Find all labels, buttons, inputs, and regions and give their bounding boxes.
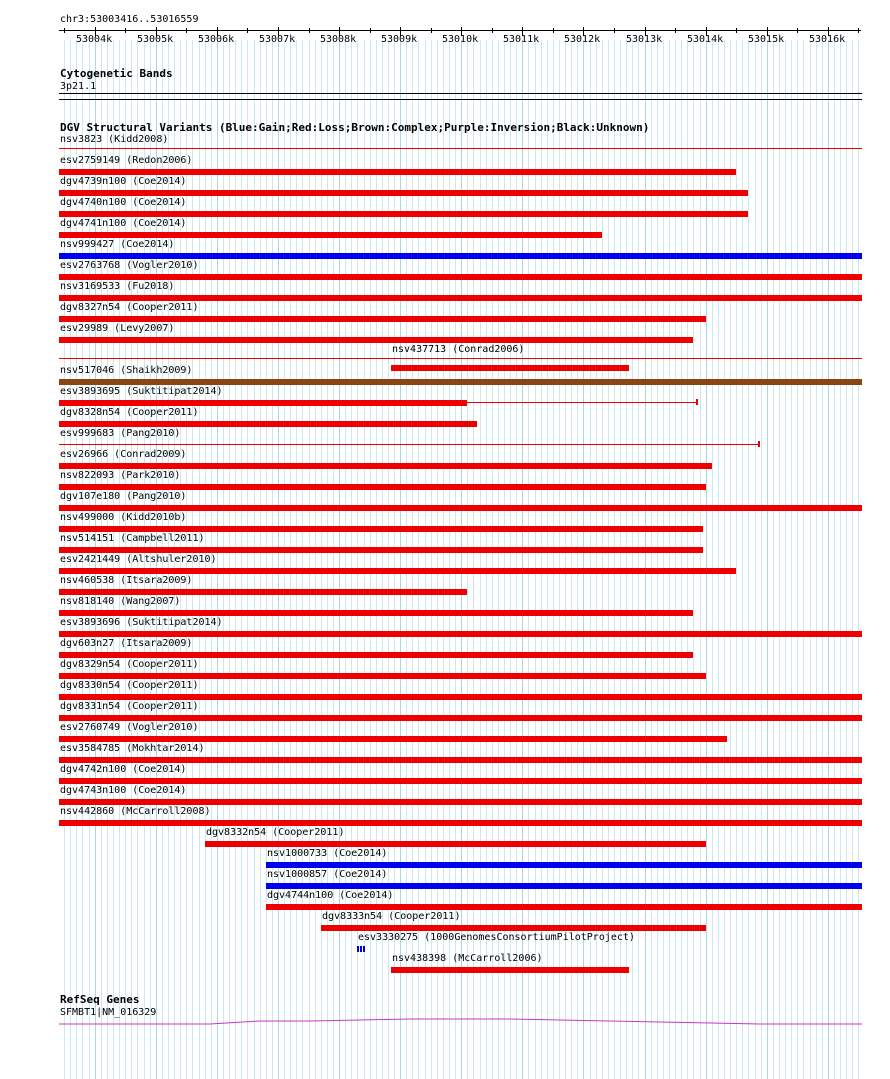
dgv-feature-endcap[interactable] — [696, 399, 698, 405]
dgv-feature-label[interactable]: esv26966 (Conrad2009) — [60, 449, 187, 460]
dgv-feature-bar[interactable] — [321, 925, 706, 931]
ruler-minor-tick — [858, 28, 859, 33]
dgv-feature-label[interactable]: dgv4741n100 (Coe2014) — [60, 218, 187, 229]
ruler-minor-tick — [736, 28, 737, 33]
dgv-feature-bar[interactable] — [59, 274, 862, 280]
dgv-feature-label[interactable]: dgv8327n54 (Cooper2011) — [60, 302, 199, 313]
dgv-feature-label[interactable]: dgv4740n100 (Coe2014) — [60, 197, 187, 208]
dgv-feature-label[interactable]: dgv4743n100 (Coe2014) — [60, 785, 187, 796]
dgv-feature-label[interactable]: dgv107e180 (Pang2010) — [60, 491, 187, 502]
dgv-feature-bar[interactable] — [391, 365, 629, 371]
dgv-feature-bar[interactable] — [266, 904, 862, 910]
dgv-feature-label[interactable]: dgv8330n54 (Cooper2011) — [60, 680, 199, 691]
cytoband-label[interactable]: 3p21.1 — [60, 81, 97, 92]
dgv-feature-label[interactable]: esv999683 (Pang2010) — [60, 428, 181, 439]
dgv-feature-bar[interactable] — [59, 547, 703, 553]
ruler-minor-tick — [675, 28, 676, 33]
dgv-feature-label[interactable]: esv3893695 (Suktitipat2014) — [60, 386, 223, 397]
ruler-tick-label: 53007k — [259, 34, 296, 45]
dgv-feature-bar[interactable] — [59, 736, 727, 742]
refseq-gene-model[interactable] — [0, 1012, 890, 1026]
dgv-feature-block[interactable] — [363, 946, 365, 952]
dgv-feature-line[interactable] — [59, 148, 862, 149]
dgv-feature-bar[interactable] — [59, 568, 736, 574]
ruler-minor-tick — [125, 28, 126, 33]
dgv-feature-label[interactable]: esv3330275 (1000GenomesConsortiumPilotProject) — [358, 932, 635, 943]
dgv-feature-label[interactable]: nsv999427 (Coe2014) — [60, 239, 175, 250]
dgv-feature-label[interactable]: nsv499000 (Kidd2010b) — [60, 512, 187, 523]
dgv-feature-bar[interactable] — [205, 841, 706, 847]
ruler-minor-tick — [309, 28, 310, 33]
dgv-feature-bar[interactable] — [391, 967, 629, 973]
dgv-feature-label[interactable]: dgv8332n54 (Cooper2011) — [206, 827, 345, 838]
ruler-minor-tick — [247, 28, 248, 33]
ruler-tick-label: 53009k — [381, 34, 418, 45]
dgv-feature-bar[interactable] — [59, 694, 862, 700]
ruler-tick-label: 53016k — [809, 34, 846, 45]
dgv-feature-bar[interactable] — [59, 673, 706, 679]
dgv-feature-bar[interactable] — [266, 883, 862, 889]
ruler-tick-label: 53010k — [442, 34, 479, 45]
dgv-feature-label[interactable]: dgv4744n100 (Coe2014) — [267, 890, 394, 901]
dgv-feature-label[interactable]: nsv438398 (McCarroll2006) — [392, 953, 543, 964]
dgv-feature-label[interactable]: esv3584785 (Mokhtar2014) — [60, 743, 205, 754]
dgv-feature-bar[interactable] — [59, 232, 602, 238]
dgv-feature-label[interactable]: nsv437713 (Conrad2006) — [392, 344, 525, 355]
ruler-minor-tick — [614, 28, 615, 33]
dgv-feature-bar[interactable] — [59, 463, 712, 469]
dgv-feature-label[interactable]: esv29989 (Levy2007) — [60, 323, 175, 334]
dgv-feature-bar[interactable] — [59, 589, 467, 595]
dgv-feature-line[interactable] — [59, 444, 758, 445]
dgv-feature-label[interactable]: nsv818140 (Wang2007) — [60, 596, 181, 607]
ruler-tick-label: 53005k — [137, 34, 174, 45]
ruler-tick-label: 53014k — [687, 34, 724, 45]
ruler-tick-label: 53011k — [503, 34, 540, 45]
dgv-feature-bar[interactable] — [59, 211, 748, 217]
dgv-feature-bar[interactable] — [59, 778, 862, 784]
ruler-minor-tick — [492, 28, 493, 33]
dgv-feature-label[interactable]: esv2760749 (Vogler2010) — [60, 722, 199, 733]
dgv-feature-bar[interactable] — [59, 484, 706, 490]
dgv-feature-label[interactable]: nsv3823 (Kidd2008) — [60, 134, 169, 145]
dgv-feature-bar[interactable] — [59, 820, 862, 826]
cytoband-bar-bottom — [59, 99, 862, 100]
dgv-feature-bar[interactable] — [59, 610, 693, 616]
ruler-tick-label: 53012k — [564, 34, 601, 45]
dgv-feature-label[interactable]: dgv4742n100 (Coe2014) — [60, 764, 187, 775]
dgv-feature-label[interactable]: nsv822093 (Park2010) — [60, 470, 181, 481]
dgv-feature-bar[interactable] — [59, 400, 467, 406]
ruler-minor-tick — [553, 28, 554, 33]
ruler-minor-tick — [370, 28, 371, 33]
dgv-feature-bar[interactable] — [59, 253, 862, 259]
ruler-minor-tick — [186, 28, 187, 33]
dgv-feature-label[interactable]: esv3893696 (Suktitipat2014) — [60, 617, 223, 628]
dgv-feature-label[interactable]: dgv8329n54 (Cooper2011) — [60, 659, 199, 670]
dgv-feature-label[interactable]: esv2759149 (Redon2006) — [60, 155, 193, 166]
dgv-feature-bar[interactable] — [59, 505, 862, 511]
dgv-feature-bar[interactable] — [266, 862, 862, 868]
dgv-feature-bar[interactable] — [59, 715, 862, 721]
dgv-feature-bar[interactable] — [59, 421, 477, 427]
dgv-feature-block[interactable] — [360, 946, 362, 952]
dgv-feature-label[interactable]: dgv8328n54 (Cooper2011) — [60, 407, 199, 418]
dgv-feature-label[interactable]: nsv460538 (Itsara2009) — [60, 575, 193, 586]
dgv-feature-label[interactable]: nsv514151 (Campbell2011) — [60, 533, 205, 544]
dgv-feature-bar[interactable] — [59, 295, 862, 301]
dgv-feature-bar[interactable] — [59, 631, 862, 637]
dgv-feature-bar[interactable] — [59, 316, 706, 322]
ruler-minor-tick — [431, 28, 432, 33]
cytoband-bar-top — [59, 93, 862, 94]
dgv-feature-label[interactable]: nsv1000733 (Coe2014) — [267, 848, 388, 859]
ruler-tick-label: 53006k — [198, 34, 235, 45]
cytoband-track-title[interactable]: Cytogenetic Bands — [60, 67, 173, 80]
dgv-feature-bar[interactable] — [59, 169, 736, 175]
dgv-feature-bar[interactable] — [59, 799, 862, 805]
dgv-feature-block[interactable] — [357, 946, 359, 952]
ruler-tick-label: 53008k — [320, 34, 357, 45]
ruler-tick-label: 53004k — [76, 34, 113, 45]
dgv-feature-label[interactable]: dgv4739n100 (Coe2014) — [60, 176, 187, 187]
dgv-feature-label[interactable]: esv2421449 (Altshuler2010) — [60, 554, 217, 565]
dgv-feature-endcap[interactable] — [758, 441, 760, 447]
ruler-tick-label: 53015k — [748, 34, 785, 45]
dgv-feature-label[interactable]: nsv1000857 (Coe2014) — [267, 869, 388, 880]
ruler-minor-tick — [64, 28, 65, 33]
dgv-feature-label[interactable]: nsv3169533 (Fu2018) — [60, 281, 175, 292]
dgv-feature-bar[interactable] — [59, 337, 693, 343]
gene-intron-line — [59, 1019, 862, 1024]
dgv-feature-bar[interactable] — [59, 652, 693, 658]
refseq-gene-label[interactable]: SFMBT1|NM_016329 — [60, 1007, 157, 1018]
dgv-track-title[interactable]: DGV Structural Variants (Blue:Gain;Red:Loss;Brown:Complex;Purple:Inversion;Black:Unknown) — [60, 121, 650, 134]
ruler-range-label: chr3:53003416..53016559 — [60, 14, 199, 25]
dgv-feature-label[interactable]: nsv517046 (Shaikh2009) — [60, 365, 193, 376]
dgv-feature-label[interactable]: esv2763768 (Vogler2010) — [60, 260, 199, 271]
dgv-feature-line[interactable] — [467, 402, 696, 403]
dgv-feature-label[interactable]: dgv8333n54 (Cooper2011) — [322, 911, 461, 922]
dgv-feature-bar[interactable] — [59, 379, 862, 385]
dgv-feature-label[interactable]: dgv603n27 (Itsara2009) — [60, 638, 193, 649]
ruler-axis[interactable] — [59, 30, 861, 31]
dgv-feature-label[interactable]: dgv8331n54 (Cooper2011) — [60, 701, 199, 712]
dgv-feature-bar[interactable] — [59, 526, 703, 532]
ruler-tick-label: 53013k — [626, 34, 663, 45]
dgv-feature-line[interactable] — [59, 358, 862, 359]
dgv-feature-label[interactable]: nsv442860 (McCarroll2008) — [60, 806, 211, 817]
dgv-feature-bar[interactable] — [59, 190, 748, 196]
ruler-minor-tick — [797, 28, 798, 33]
refseq-track-title[interactable]: RefSeq Genes — [60, 993, 140, 1006]
dgv-feature-bar[interactable] — [59, 757, 862, 763]
